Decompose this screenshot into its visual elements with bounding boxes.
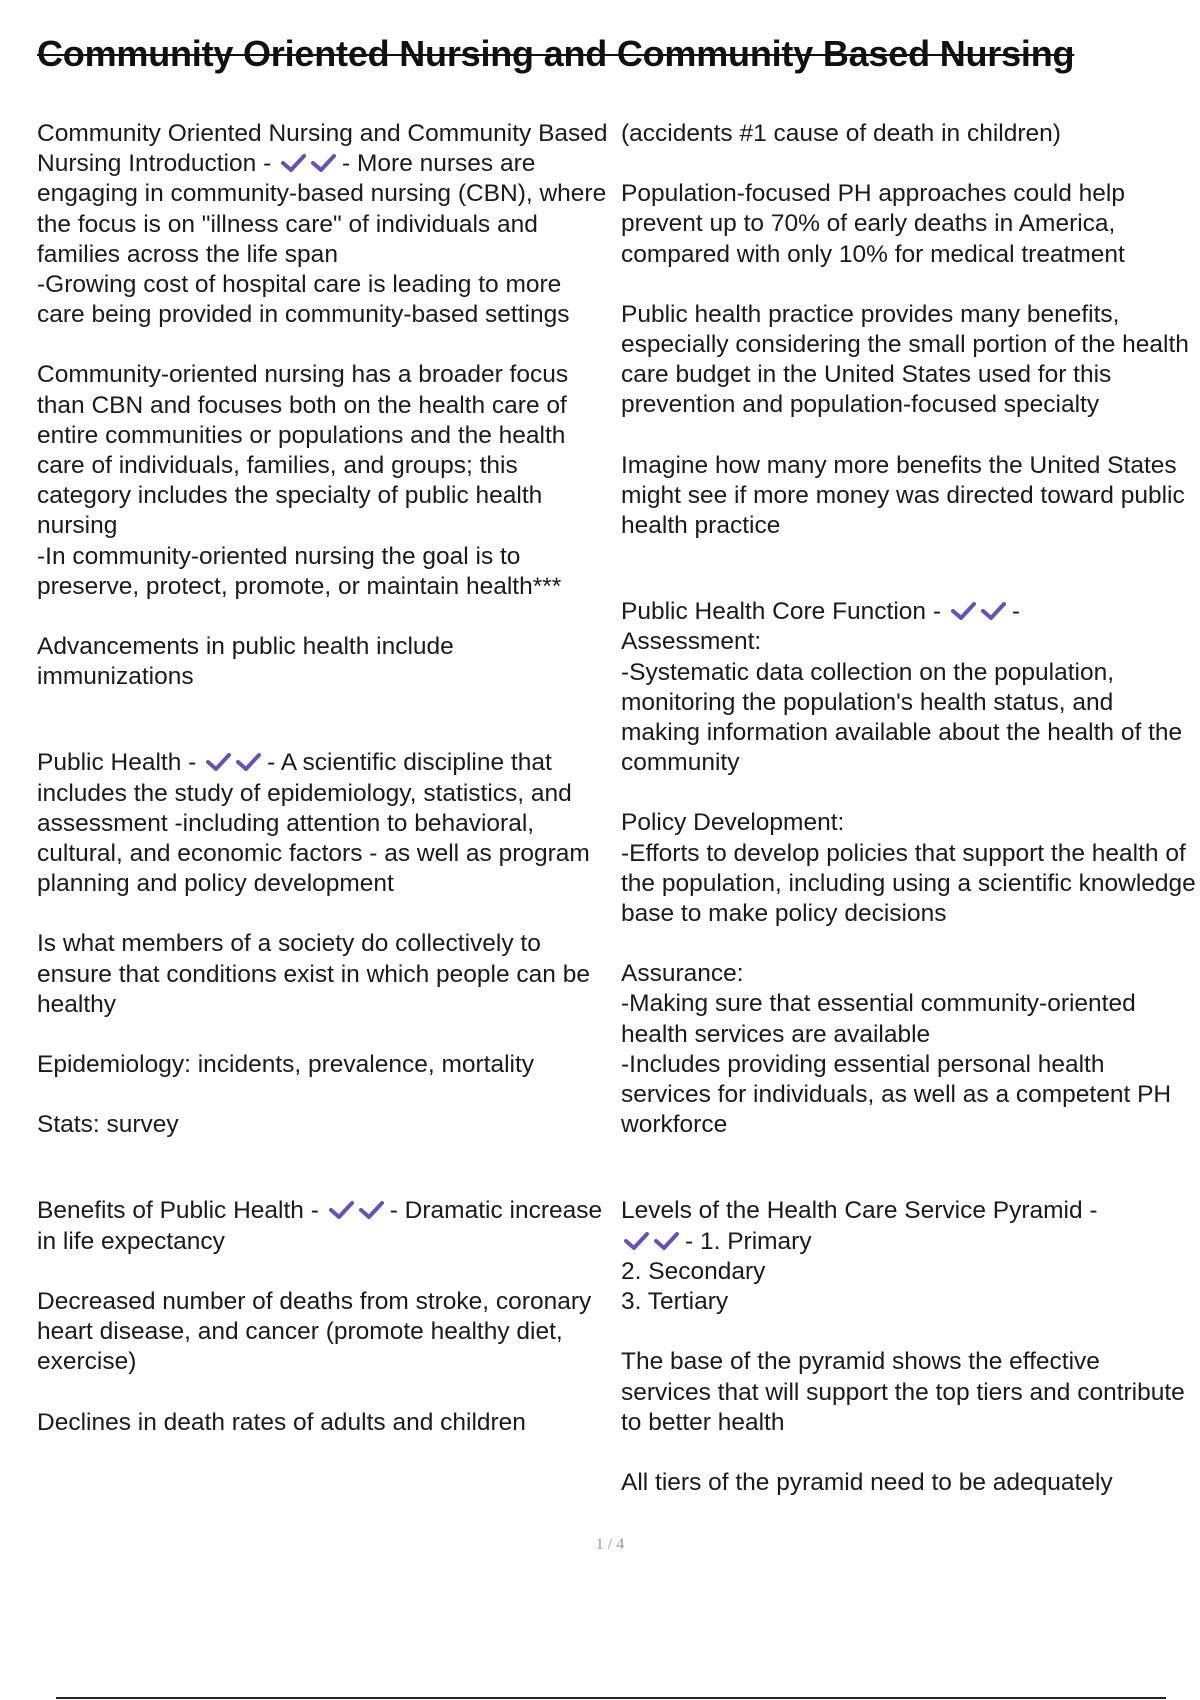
epidemiology-paragraph: Epidemiology: incidents, prevalence, mortality bbox=[37, 1051, 535, 1079]
declines-paragraph: Declines in death rates of adults and children bbox=[37, 1408, 526, 1436]
stats-paragraph: Stats: survey bbox=[37, 1111, 179, 1139]
accidents-paragraph: (accidents #1 cause of death in children) bbox=[621, 120, 1061, 147]
decreased-deaths-paragraph: Decreased number of deaths from stroke, coronary heart disease, and cancer (promote healthy diet, exercise) bbox=[37, 1287, 592, 1376]
double-check-icon bbox=[280, 152, 340, 174]
double-check-icon bbox=[623, 1230, 683, 1252]
population-focused-paragraph: Population-focused PH approaches could help prevent up to 70% of early deaths in America, compared with only 10% for medical treatment bbox=[621, 180, 1125, 268]
pyramid-text: - 1. Primary 2. Secondary 3. Tertiary bbox=[621, 1227, 812, 1316]
double-check-icon bbox=[328, 1199, 388, 1221]
assurance-paragraph: Assurance: -Making sure that essential community-oriented health services are available -Includes providing essential personal health services for individuals, as well as a competent PH workforce bbox=[621, 960, 1172, 1139]
practice-benefits-paragraph: Public health practice provides many benefits, especially considering the small portion of the health care budget in the United States used for this prevention and population-focused specialty bbox=[621, 300, 1189, 419]
left-column bbox=[37, 119, 612, 1438]
bottom-divider bbox=[56, 1697, 1166, 1699]
pyramid-paragraph bbox=[621, 1196, 1196, 1317]
benefits-term: Benefits of Public Health - bbox=[37, 1197, 319, 1225]
intro-paragraph bbox=[37, 119, 612, 330]
core-function-text: - Assessment: -Systematic data collection on the population, monitoring the population's health status, and making information available about the health of the community bbox=[621, 598, 1183, 777]
all-tiers-paragraph: All tiers of the pyramid need to be adequately bbox=[621, 1468, 1113, 1496]
benefits-text: - Dramatic increase in life expectancy bbox=[37, 1197, 603, 1255]
intro-text: - More nurses are engaging in community-based nursing (CBN), where the focus is on "illness care" of individuals and families across the life span -Growing cost of hospital care is leading to more care being provided in community-based settings bbox=[37, 150, 607, 329]
right-column bbox=[621, 119, 1196, 1498]
core-function-paragraph bbox=[621, 597, 1196, 778]
public-health-paragraph bbox=[37, 748, 612, 899]
imagine-paragraph: Imagine how many more benefits the United States might see if more money was directed toward public health practice bbox=[621, 451, 1185, 540]
core-function-term: Public Health Core Function - bbox=[621, 598, 942, 626]
double-check-icon bbox=[950, 600, 1010, 622]
advancements-paragraph: Advancements in public health include immunizations bbox=[37, 633, 454, 691]
public-health-text: - A scientific discipline that includes the study of epidemiology, statistics, and assessment -including attention to behavioral, cultural, and economic factors - as well as program planning and policy development bbox=[37, 749, 590, 898]
policy-development-paragraph: Policy Development: -Efforts to develop policies that support the health of the population, including using a scientific knowledge base to make policy decisions bbox=[621, 809, 1196, 928]
community-oriented-paragraph: Community-oriented nursing has a broader focus than CBN and focuses both on the health care of entire communities or populations and the health care of individuals, families, and groups; this category includes the specialty of public health nursing -In community-oriented nursing the goal is to preserve, protect, promote, or maintain health*** bbox=[37, 361, 569, 600]
page-number: 1 / 4 bbox=[595, 1536, 625, 1553]
collective-paragraph: Is what members of a society do collectively to ensure that conditions exist in which people can be healthy bbox=[37, 930, 590, 1018]
intro-term: Community Oriented Nursing and Community Based Nursing Introduction - bbox=[37, 120, 608, 178]
pyramid-term: Levels of the Health Care Service Pyramid - bbox=[621, 1197, 1098, 1225]
pyramid-base-paragraph: The base of the pyramid shows the effective services that will support the top tiers and contribute to better health bbox=[621, 1348, 1185, 1436]
public-health-term: Public Health - bbox=[37, 749, 197, 777]
double-check-icon bbox=[205, 751, 265, 773]
document-title: Community Oriented Nursing and Community Based Nursing bbox=[37, 33, 1075, 74]
benefits-paragraph bbox=[37, 1196, 612, 1256]
